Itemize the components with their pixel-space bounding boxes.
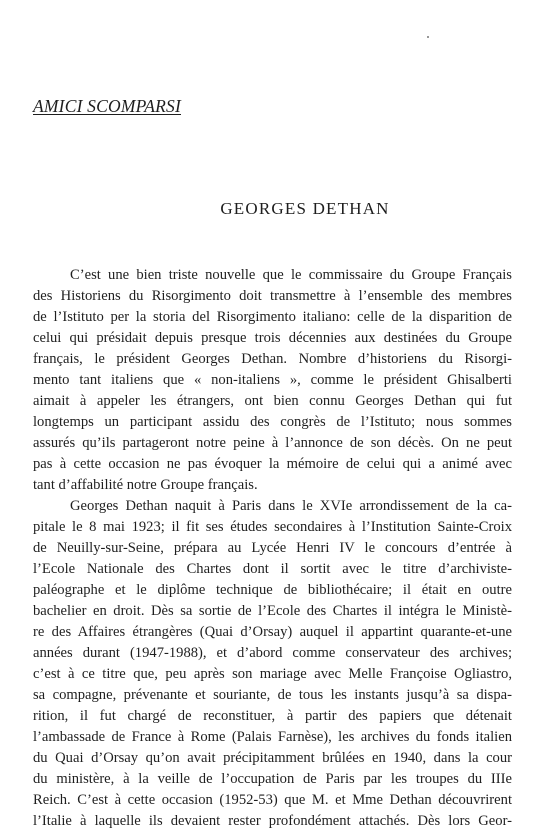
paragraph-2-line: l’Ecole Nationale des Chartes dont il sortit avec le titre d’archiviste-	[33, 561, 512, 577]
paragraph-1-line: tant d’affabilité notre Groupe français.	[33, 477, 258, 493]
paragraph-2-line: l’Italie à laquelle ils devaient rester profondément attachés. Dès lors Geor-	[33, 813, 512, 829]
paragraph-2-line: re des Affaires étrangères (Quai d’Orsay) auquel il appartint quarante-et-une	[33, 624, 512, 640]
paragraph-1-line: assurés qu’ils partageront notre peine à l’annonce de son décès. On ne peut	[33, 435, 512, 451]
article-body	[33, 265, 512, 832]
paragraph-1-line: celui qui présidait depuis presque trois décennies aux destinées du Groupe	[33, 330, 512, 346]
article-title: GEORGES DETHAN	[220, 199, 390, 218]
section-heading: AMICI SCOMPARSI	[33, 96, 181, 116]
paragraph-2-line: sa compagne, prévenante et souriante, de tous les instants jusqu’à sa dispa-	[33, 687, 512, 703]
paragraph-2-line: du Quai d’Orsay qu’on avait précipitamment brûlées en 1940, dans la cour	[33, 750, 512, 766]
paragraph-2-line: Reich. C’est à cette occasion (1952-53) que M. et Mme Dethan découvrirent	[33, 792, 512, 808]
paragraph-1-line: pas à cette occasion ne pas évoquer la mémoire de celui qui a animé avec	[33, 456, 512, 472]
paragraph-2-line: l’ambassade de France à Rome (Palais Farnèse), les archives du fonds italien	[33, 729, 512, 745]
paragraph-2-line: de Neuilly-sur-Seine, prépara au Lycée Henri IV le concours d’entrée à	[33, 540, 512, 556]
paragraph-1-line: aimait à appeler les étrangers, ont bien connu Georges Dethan qui fut	[33, 393, 512, 409]
paragraph-1-line: mento tant italiens que « non-italiens », comme le président Ghisalberti	[33, 372, 512, 388]
paragraph-2-line: paléographe et le diplôme technique de bibliothécaire; il était en outre	[33, 582, 512, 598]
paragraph-1-line: des Historiens du Risorgimento doit transmettre à l’ensemble des membres	[33, 288, 512, 304]
paragraph-1-line: longtemps un participant assidu des congrès de l’Istituto; nous sommes	[33, 414, 512, 430]
paragraph-2-line: du ministère, à la veille de l’occupation de Paris par les troupes du IIIe	[33, 771, 512, 787]
paragraph-2-line: Georges Dethan naquit à Paris dans le XVIe arrondissement de la ca-	[70, 498, 512, 514]
scan-speck	[427, 36, 429, 38]
paragraph-2-line: bachelier en droit. Dès sa sortie de l’Ecole des Chartes il intégra le Ministè-	[33, 603, 512, 619]
paragraph-2-line: années durant (1947-1988), et d’abord comme conservateur des archives;	[33, 645, 512, 661]
paragraph-2-line: rition, il fut chargé de reconstituer, à partir des papiers que détenait	[33, 708, 512, 724]
paragraph-1-line: de l’Istituto per la storia del Risorgimento italiano: celle de la disparition de	[33, 309, 512, 325]
paragraph-1-line: français, le président Georges Dethan. Nombre d’historiens du Risorgi-	[33, 351, 512, 367]
paragraph-2-line: pitale le 8 mai 1923; il fit ses études secondaires à l’Institution Sainte-Croix	[33, 519, 512, 535]
paragraph-2-line: c’est à ce titre que, peu après son mariage avec Melle Françoise Ogliastro,	[33, 666, 512, 682]
paragraph-1-line: C’est une bien triste nouvelle que le commissaire du Groupe Français	[70, 267, 512, 283]
